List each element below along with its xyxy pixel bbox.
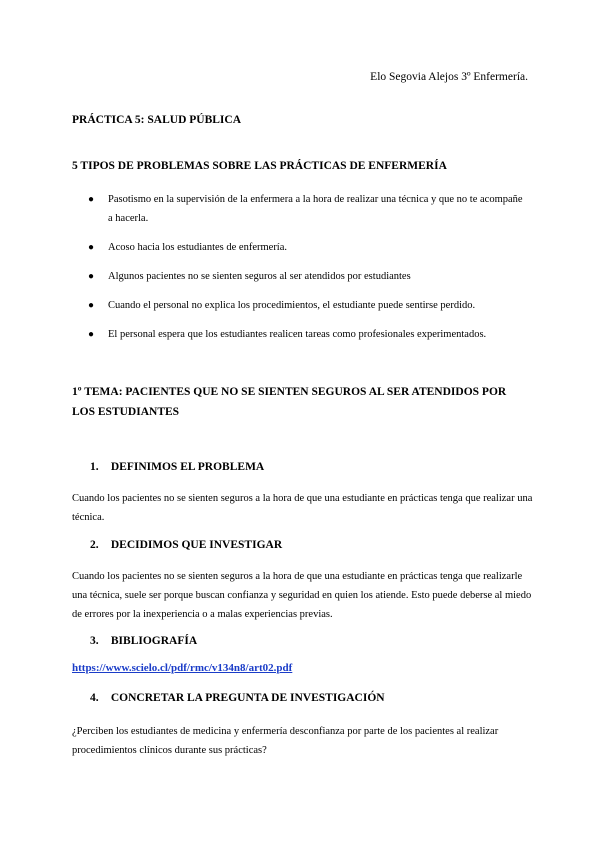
section-4-paragraph: ¿Perciben los estudiantes de medicina y enfermería desconfianza por parte de los pacientes al realizar procedimientos clínicos durante sus prácticas? bbox=[72, 726, 499, 756]
theme-heading: 1º TEMA: PACIENTES QUE NO SE SIENTEN SEGUROS AL SER ATENDIDOS POR LOS ESTUDIANTES bbox=[72, 386, 507, 418]
section-heading-2 bbox=[90, 539, 282, 551]
list-item-text: Cuando el personal no explica los procedimientos, el estudiante puede sentirse perdido. bbox=[108, 300, 476, 311]
section-number: 3. bbox=[90, 635, 99, 647]
list-item bbox=[86, 296, 526, 315]
bullet-icon: ● bbox=[88, 242, 95, 253]
bullet-icon: ● bbox=[88, 300, 95, 311]
section-title: DECIDIMOS QUE INVESTIGAR bbox=[110, 539, 283, 551]
author-line: Elo Segovia Alejos 3º Enfermería. bbox=[370, 71, 528, 83]
list-item bbox=[86, 190, 526, 228]
list-item bbox=[86, 267, 526, 286]
bullet-icon: ● bbox=[88, 194, 95, 205]
section-2-paragraph: Cuando los pacientes no se sienten seguros a la hora de que una estudiante en prácticas tenga que realizarle una técnica, suele ser porque buscan confianza y seguridad en quien los atiende. Esto puede deberse al miedo de errores por la inexperiencia o a malas experiencias previas. bbox=[72, 571, 532, 620]
section-heading-4 bbox=[90, 692, 385, 704]
section-number: 4. bbox=[90, 692, 99, 704]
list-item-text: Algunos pacientes no se sienten seguros al ser atendidos por estudiantes bbox=[108, 271, 411, 282]
list-item bbox=[86, 238, 526, 257]
section-title: BIBLIOGRAFÍA bbox=[110, 635, 198, 647]
list-item bbox=[86, 325, 526, 344]
list-item-text: Pasotismo en la supervisión de la enfermera a la hora de realizar una técnica y que no te acompañe a hacerla. bbox=[108, 194, 523, 224]
section-title: CONCRETAR LA PREGUNTA DE INVESTIGACIÓN bbox=[110, 692, 385, 704]
bullet-icon: ● bbox=[88, 329, 95, 340]
section-title: DEFINIMOS EL PROBLEMA bbox=[110, 461, 265, 473]
section-number: 1. bbox=[90, 461, 99, 473]
section-number: 2. bbox=[90, 539, 99, 551]
section-1-paragraph: Cuando los pacientes no se sienten seguros a la hora de que una estudiante en prácticas tenga que realizar una técnica. bbox=[72, 493, 533, 523]
problems-list bbox=[86, 190, 526, 354]
list-item-text: Acoso hacia los estudiantes de enfermería. bbox=[108, 242, 288, 253]
document-title: PRÁCTICA 5: SALUD PÚBLICA bbox=[72, 114, 242, 126]
section-heading-1 bbox=[90, 461, 264, 473]
list-item-text: El personal espera que los estudiantes realicen tareas como profesionales experimentados. bbox=[108, 329, 487, 340]
bibliography-link[interactable]: https://www.scielo.cl/pdf/rmc/v134n8/art02.pdf bbox=[72, 662, 293, 674]
problems-subtitle: 5 TIPOS DE PROBLEMAS SOBRE LAS PRÁCTICAS DE ENFERMERÍA bbox=[72, 160, 447, 172]
section-heading-3 bbox=[90, 635, 197, 647]
bullet-icon: ● bbox=[88, 271, 95, 282]
